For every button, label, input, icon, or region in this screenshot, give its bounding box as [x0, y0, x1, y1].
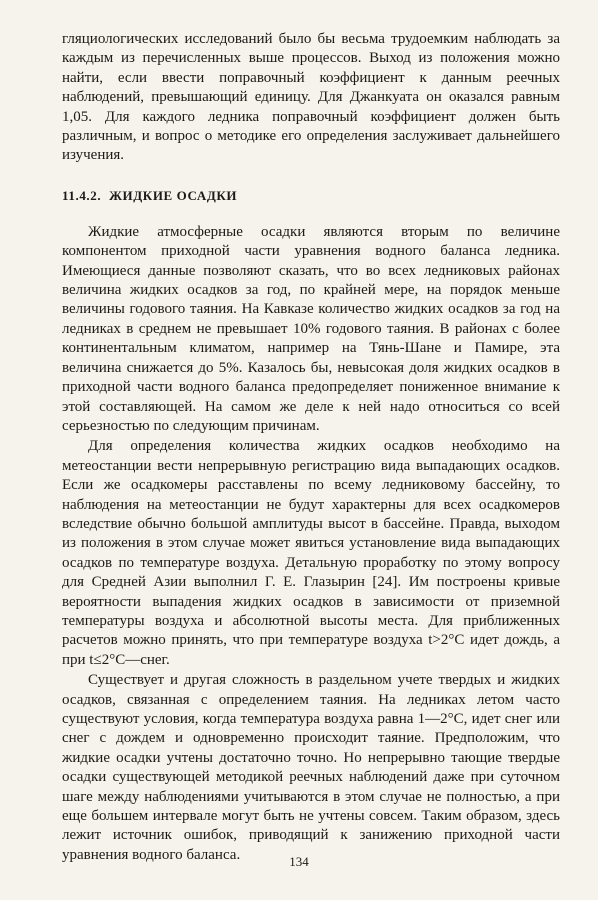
continuation-paragraph: гляциологических исследований было бы весьма трудоемким наблюдать за каждым из перечисленных выше процессов. Выход из положения можно найти, если ввести поправочный коэффициент к данным реечных наблюдений, превышающий единицу. Для Джанкуата он оказался равным 1,05. Для каждого ледника поправочный коэффициент должен быть различным, и вопрос о методике его определения заслуживает дальнейшего изучения. [62, 31, 560, 164]
body-paragraph: Для определения количества жидких осадков необходимо на метеостанции вести непрерывную регистрацию вида выпадающих осадков. Если же осадкомеры расставлены по всему ледниковому бассейну, то наблюдения на метеостанции не будут характерны для всех осадкомеров вследствие обычно большой амплитуды высот в бассейне. Правда, выходом из положения в этом случае может явиться установление вида выпадающих осадков по температуре воздуха. Детальную проработку по этому вопросу для Средней Азии выполнил Г. Е. Глазырин [24]. Им построены кривые вероятности выпадения жидких осадков в зависимости от приземной температуры воздуха и абсолютной высоты места. Для приближенных расчетов можно принять, что при температуре воздуха t>2°С идет дождь, а при t≤2°С—снег. [62, 438, 560, 668]
body-paragraph: Существует и другая сложность в раздельном учете твердых и жидких осадков, связанная с определением таяния. На ледниках летом часто существуют условия, когда температура воздуха равна 1—2°С, идет снег или снег с дождем и одновременно происходит таяние. Предположим, что жидкие осадки учтены достаточно точно. Но непрерывно тающие твердые осадки существующей методикой реечных наблюдений даже при суточном шаге между наблюдениями учитываются в этом случае не полностью, а при еще большем интервале могут быть не учтены совсем. Таким образом, здесь лежит источник ошибок, приводящий к занижению приходной части уравнения водного баланса. [62, 672, 560, 863]
section-heading [62, 188, 560, 204]
section-number: 11.4.2. [62, 187, 102, 203]
page-number: 134 [289, 854, 309, 869]
section-title: ЖИДКИЕ ОСАДКИ [109, 187, 238, 203]
body-paragraph: Жидкие атмосферные осадки являются вторым по величине компонентом приходной части уравнения водного баланса ледника. Имеющиеся данные позволяют сказать, что во всех ледниковых районах величина жидких осадков за год, по крайней мере, на порядок меньше величины годового таяния. На Кавказе количество жидких осадков за год на ледниках в среднем не превышает 10% годового таяния. В районах с более континентальным климатом, например на Тянь-Шане и Памире, эта величина снижается до 5%. Казалось бы, невысокая доля жидких осадков в приходной части водного баланса предопределяет пониженное внимание к этой составляющей. На самом же деле к ней надо относиться со всей серьезностью по следующим причинам. [62, 223, 560, 434]
